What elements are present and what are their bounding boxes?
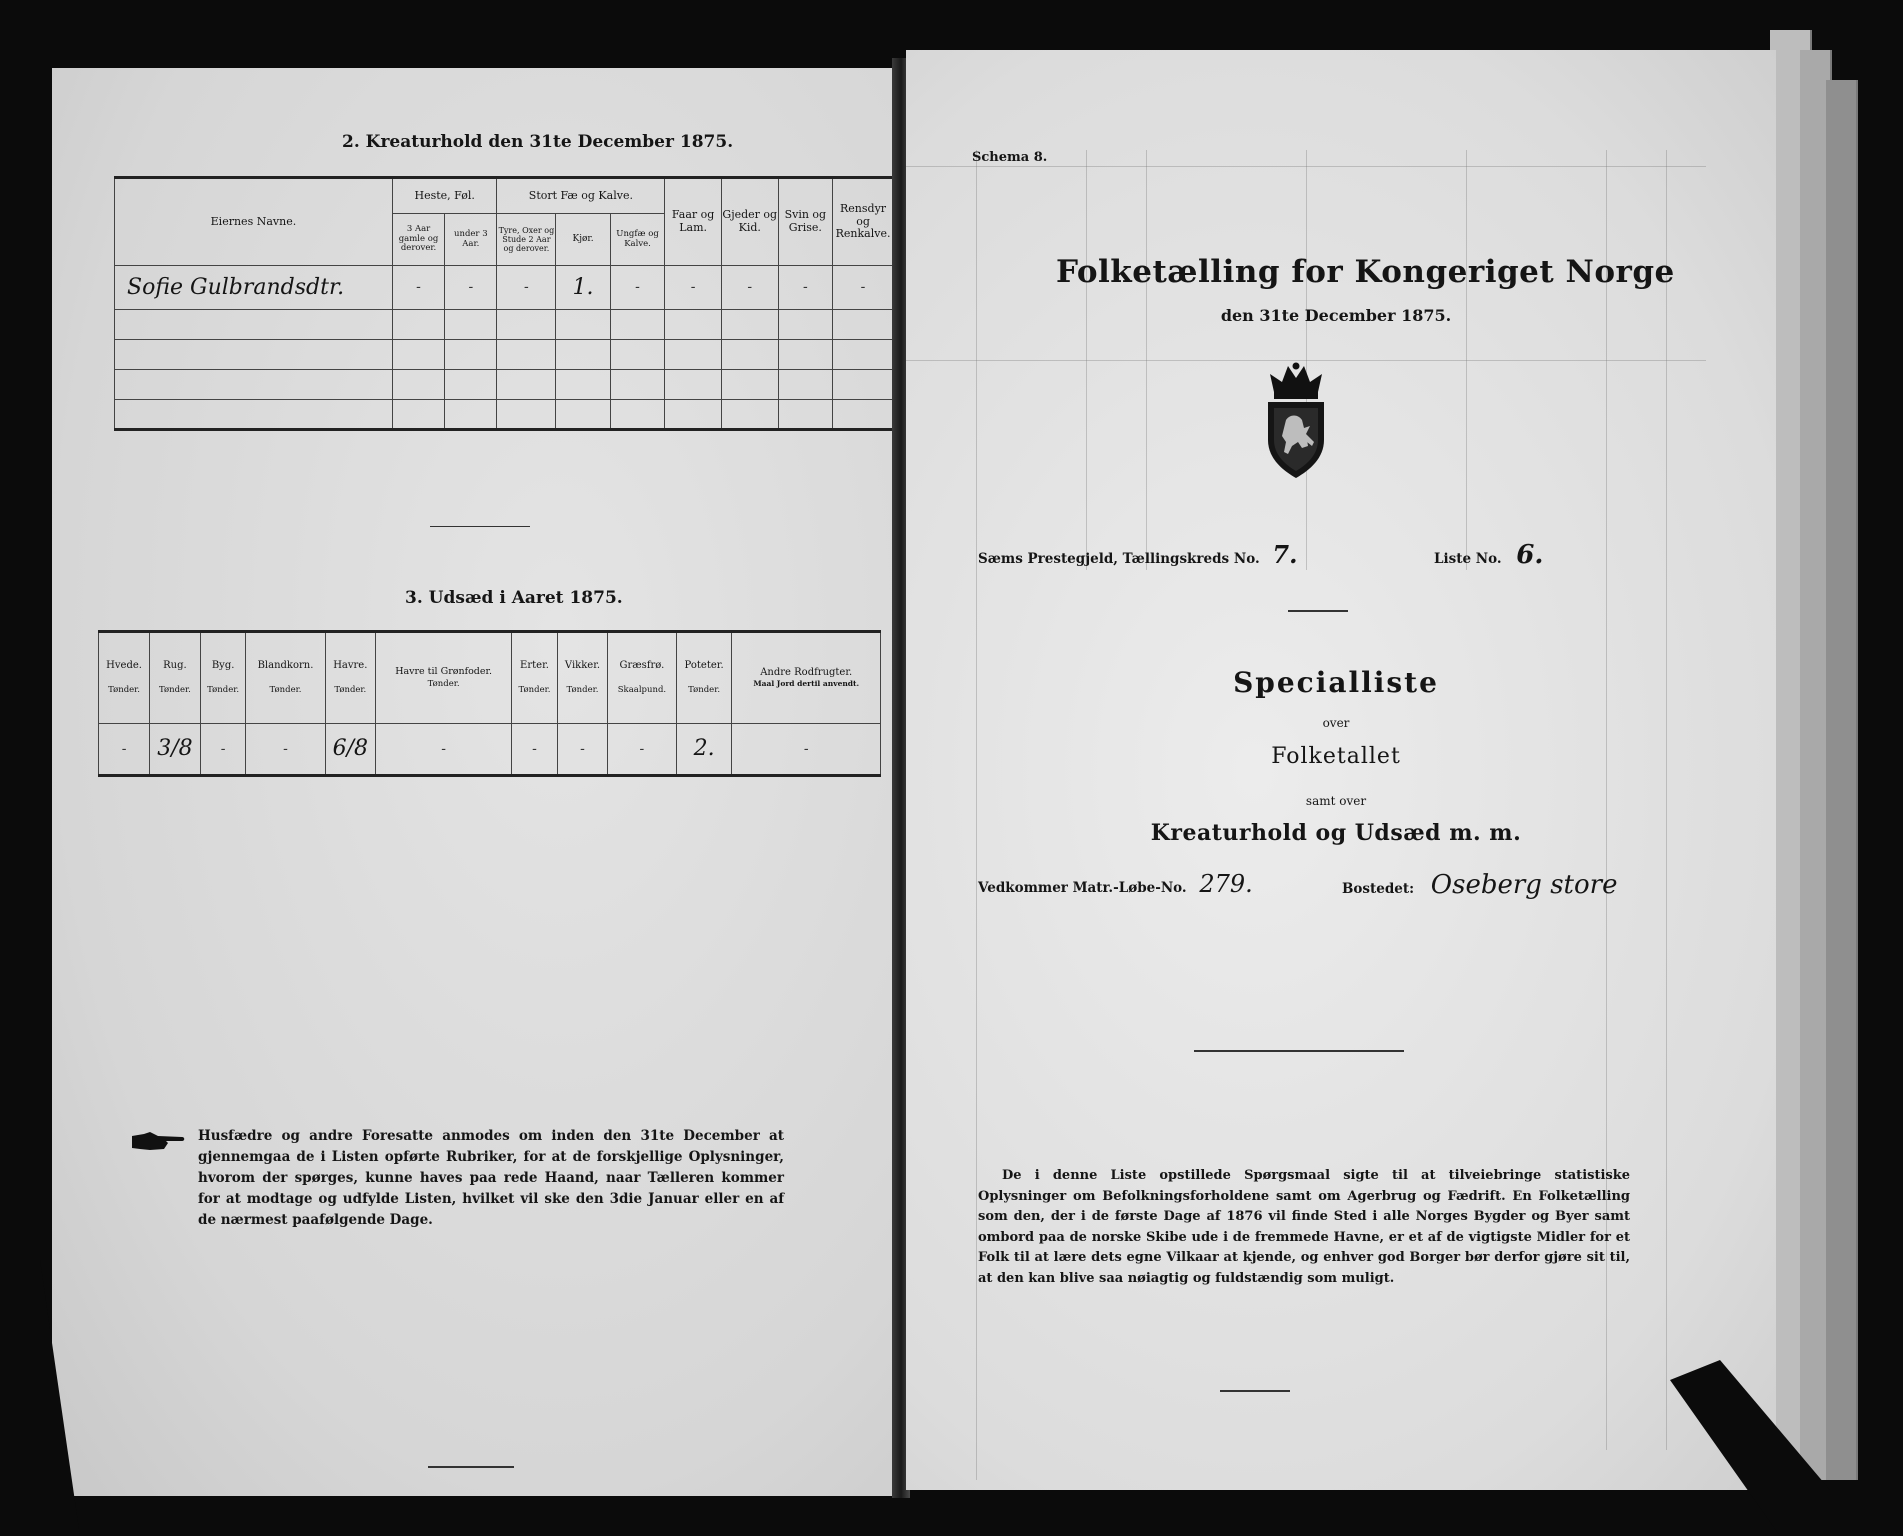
livestock-cell: - — [392, 266, 444, 310]
census-date: den 31te December 1875. — [1220, 306, 1452, 325]
page-clip-bottom-right — [1630, 1360, 1830, 1536]
prestegjeld-label: Sæms Prestegjeld, Tællingskreds No. — [978, 551, 1260, 567]
horses-header: Heste, Føl. — [392, 178, 497, 214]
sowing-cell: - — [512, 724, 558, 776]
sowing-heading: 3. Udsæd i Aaret 1875. — [405, 588, 623, 608]
livestock-heading: 2. Kreaturhold den 31te December 1875. — [342, 132, 734, 152]
page-clip-bottom-left — [0, 1260, 80, 1536]
bostedet-line — [1342, 870, 1617, 900]
goats-header: Gjeder og Kid. — [721, 178, 778, 266]
sowing-col-unit: Tønder. — [688, 684, 721, 695]
household-notice: Husfædre og andre Foresatte anmodes om inden den 31te December at gjennemgaa de i Listen opførte Rubriker, for at de forskjellige Oplysninger, hvorom der spørges, kunne haves paa rede Haand, naar Tælleren kommer for at modtage og udfylde Listen, hvilket vil ske den 3die Januar eller en af de nærmest paafølgende Dage. — [198, 1128, 784, 1228]
sowing-col-name: Poteter. — [684, 660, 724, 672]
tellingskreds-number: 7. — [1272, 540, 1298, 569]
sowing-header-erter — [512, 632, 558, 724]
sowing-cell: 3/8 — [150, 724, 201, 776]
livestock-cell: - — [778, 266, 832, 310]
sheep-header: Faar og Lam. — [665, 178, 722, 266]
cattle-header: Stort Fæ og Kalve. — [497, 178, 665, 214]
sowing-col-unit: Maal Jord dertil anvendt. — [753, 679, 860, 689]
bleed-line — [1086, 150, 1087, 570]
empty-row — [115, 340, 894, 370]
sowing-cell: - — [376, 724, 512, 776]
empty-row — [115, 370, 894, 400]
matr-label: Vedkommer Matr.-Løbe-No. — [978, 880, 1187, 896]
bleed-line — [1306, 150, 1307, 570]
right-page — [906, 50, 1776, 1490]
census-footer: De i denne Liste opstillede Spørgsmaal sigte til at tilveiebringe statistiske Oplysninger om Befolkningsforholdene samt om Agerbrug og Fædrift. En Folketælling som den, der i de første Dage af 1876 vil finde Sted i alle Norges Bygder og Byer samt ombord paa de norske Skibe ude i de fremmede Havne, er et af de vigtigste Midler for et Folk til at lære dets egne Vilkaar at kjende, og enhver god Borger bør derfor gjøre sit til, at den kan blive saa nøiagtig og fuldstændig som muligt. — [978, 1168, 1630, 1286]
census-title: Folketælling for Kongeriget Norge — [1056, 254, 1675, 290]
reindeer-header: Rensdyr og Renkalve. — [833, 178, 894, 266]
sowing-col-name: Vikker. — [564, 660, 601, 672]
liste-number: 6. — [1516, 540, 1544, 570]
sowing-col-name: Byg. — [211, 660, 235, 672]
livestock-cell: - — [721, 266, 778, 310]
sowing-header-havre — [325, 632, 376, 724]
sowing-col-unit: Skaalpund. — [617, 684, 667, 695]
prestegjeld-line — [978, 540, 1297, 569]
sowing-col-unit: Tønder. — [518, 684, 551, 695]
short-rule — [1288, 610, 1348, 612]
matr-number: 279. — [1199, 870, 1253, 898]
young-cattle-subheader: Ungfæ og Kalve. — [610, 214, 664, 266]
sowing-header-byg — [200, 632, 246, 724]
bottom-rule — [1220, 1390, 1290, 1392]
pigs-header: Svin og Grise. — [778, 178, 832, 266]
sowing-col-unit: Tønder. — [334, 684, 367, 695]
livestock-cell: - — [833, 266, 894, 310]
livestock-cell: - — [610, 266, 664, 310]
sowing-col-name: Havre. — [333, 660, 368, 672]
folketallet-heading: Folketallet — [1271, 744, 1401, 769]
left-page — [52, 68, 897, 1496]
bottom-rule — [428, 1466, 514, 1468]
matr-line — [978, 870, 1253, 898]
norwegian-coat-of-arms — [1260, 362, 1332, 480]
sowing-col-name: Erter. — [520, 660, 549, 672]
sowing-col-name: Hvede. — [106, 660, 142, 672]
sowing-cell: 2. — [676, 724, 732, 776]
sowing-col-name: Blandkorn. — [257, 660, 314, 672]
sowing-header-hvede — [99, 632, 150, 724]
sowing-col-unit: Tønder. — [269, 684, 302, 695]
sowing-col-unit: Tønder. — [566, 684, 599, 695]
sowing-table — [98, 630, 881, 777]
sowing-header-rug — [150, 632, 201, 724]
sowing-col-name: Andre Rodfrugter. — [760, 666, 853, 678]
sowing-header-havre-gronfoder — [376, 632, 512, 724]
schema-label: Schema 8. — [972, 150, 1048, 165]
owner-header: Eiernes Navne. — [115, 178, 393, 266]
horses-young-subheader: under 3 Aar. — [445, 214, 497, 266]
mid-rule — [1194, 1050, 1404, 1052]
sowing-col-unit: Tønder. — [158, 684, 191, 695]
bulls-subheader: Tyre, Oxer og Stude 2 Aar og derover. — [497, 214, 556, 266]
sowing-col-unit: Tønder. — [207, 684, 240, 695]
bleed-line — [1666, 150, 1667, 1450]
sowing-cell: - — [732, 724, 881, 776]
livestock-table — [114, 176, 894, 431]
sowing-header-vikker — [557, 632, 607, 724]
sowing-cell: - — [608, 724, 677, 776]
sowing-col-unit: Tønder. — [108, 684, 141, 695]
sowing-cell: - — [246, 724, 325, 776]
sowing-header-blandkorn — [246, 632, 325, 724]
owner-name: Sofie Gulbrandsdtr. — [115, 266, 393, 310]
liste-label: Liste No. — [1434, 551, 1502, 567]
sowing-header-andre-rodfrugter — [732, 632, 881, 724]
sowing-cell: - — [557, 724, 607, 776]
livestock-cell: - — [665, 266, 722, 310]
empty-row — [115, 400, 894, 430]
kreaturhold-heading: Kreaturhold og Udsæd m. m. — [1150, 820, 1522, 846]
bleed-line — [1146, 150, 1147, 570]
bleed-line — [1466, 150, 1467, 570]
bostedet-value: Oseberg store — [1430, 870, 1618, 900]
sowing-cell: - — [200, 724, 246, 776]
sowing-col-unit: Tønder. — [427, 678, 460, 689]
divider-rule — [430, 526, 530, 527]
sowing-col-name: Havre til Grønfoder. — [395, 665, 493, 677]
livestock-cell: 1. — [556, 266, 610, 310]
specialliste-heading: Specialliste — [1233, 666, 1439, 699]
sowing-header-graesfro — [608, 632, 677, 724]
bostedet-label: Bostedet: — [1342, 881, 1415, 897]
samt-over-text: samt over — [1305, 794, 1367, 808]
bleed-line — [976, 150, 977, 1480]
empty-row — [115, 310, 894, 340]
sowing-col-name: Græsfrø. — [619, 660, 665, 672]
horses-old-subheader: 3 Aar gamle og derover. — [392, 214, 444, 266]
sowing-header-poteter — [676, 632, 732, 724]
liste-line — [1434, 540, 1543, 570]
pointing-hand-icon — [130, 1130, 186, 1154]
livestock-cell: - — [445, 266, 497, 310]
over-text: over — [1322, 716, 1350, 730]
sowing-col-name: Rug. — [163, 660, 187, 672]
page-stack-3 — [1826, 80, 1858, 1480]
cows-subheader: Kjør. — [556, 214, 610, 266]
livestock-cell: - — [497, 266, 556, 310]
sowing-cell: 6/8 — [325, 724, 376, 776]
sowing-cell: - — [99, 724, 150, 776]
